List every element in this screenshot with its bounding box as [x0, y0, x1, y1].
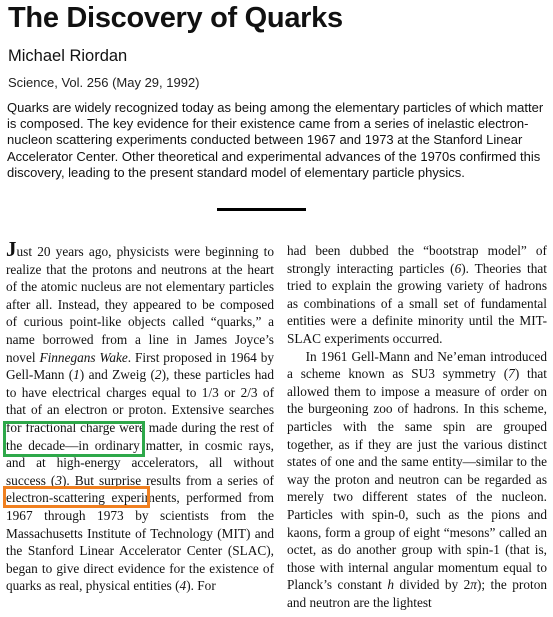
text-run: But surprise results from a series of electron-scattering experiments, performed from 1967 through 1973 by scientists from the Massachusetts Institute of Technology (MIT) and the Stanford Linear Accelerator Center (SLAC), began to give direct evidence for the existence of quarks as real, physical entities (	[6, 472, 274, 594]
text-run: had been dubbed the “bootstrap model” of strongly interacting particles (	[287, 243, 547, 276]
reference-number: 1	[73, 367, 80, 383]
text-run: ), these particles had to have electrical charges equal to 1/3 or 2/3 of that of an electron or proton.	[6, 367, 274, 418]
symbol: h	[387, 577, 394, 593]
paragraph	[287, 242, 547, 348]
text-run: ) that allowed them to impose a measure of order on the burgeoning zoo of hadrons. In this scheme, particles with the same spin are grouped together, as if they are just the various distinct states of one and the same entity—similar to the way the proton and neutron can be regarded as merely two different states of the nucleon. Particles with spin-0, such as the pions and kaons, form a group of eight “mesons” called an octet, as do another group with spin-1 (that is, those with internal angular momentum equal to Planck’s constant	[287, 366, 547, 593]
abstract: Quarks are widely recognized today as being among the elementary particles of which matter is composed. The key evidence for their existence came from a series of inelastic electron-nucleon scattering experiments conducted between 1967 and 1973 at the Stanford Linear Accelerator Center. Other theoretical and experimental advances of the 1970s confirmed this discovery, leading to the present standard model of elementary particle physics.	[7, 100, 544, 180]
text-run: ).	[61, 472, 70, 488]
book-title: Finnegans Wake	[39, 349, 128, 365]
text-run: ). For	[186, 578, 216, 594]
text-run: ). Theories that tried to explain the growing variety of hadrons as combinations of a small set of fundamental entities were a definite minority until the MIT-SLAC experiments occurred.	[287, 260, 547, 346]
reference-number: 2	[154, 367, 162, 383]
paragraph	[6, 237, 275, 595]
text-run: . First proposed in 1964 by Gell-Mann (	[6, 349, 274, 383]
text-run: divided by 2	[394, 577, 471, 593]
paragraph	[287, 348, 547, 612]
highlight-box-orange	[3, 486, 150, 508]
text-run: ) and Zweig (	[79, 367, 155, 383]
reference-number: 6	[454, 260, 462, 276]
text-run: ); the proton and neutron are the lightest	[287, 577, 547, 610]
drop-cap: J	[6, 237, 17, 261]
text-run: all without success (	[6, 455, 275, 488]
text-run: ust 20 years ago, physicists were beginning to realize that the protons and neutrons at the heart of the atomic nucleus are not elementary particles after all. Instead, they appeared to be composed of curious point-like objects called “quarks,” a name borrowed from a line in James Joyce’s novel	[6, 244, 274, 365]
body-column-left	[6, 237, 275, 595]
highlight-box-green	[3, 421, 145, 457]
reference-number: 3	[55, 472, 62, 488]
author-name: Michael Riordan	[8, 47, 128, 65]
text-run: made during the rest of the decade—in ordinary matter, in cosmic rays, and at high-energy accelerators,	[6, 419, 274, 471]
citation: Science, Vol. 256 (May 29, 1992)	[8, 75, 200, 90]
reference-number: 4	[179, 578, 187, 594]
section-divider	[217, 208, 306, 211]
text-run: In 1961 Gell-Mann and Ne’eman introduced a scheme known as SU3 symmetry (	[287, 348, 547, 382]
symbol: π	[470, 577, 477, 593]
body-column-right	[287, 242, 547, 611]
highlighted-text-green: Extensive searches for fractional charge were	[6, 402, 275, 435]
article-title: The Discovery of Quarks	[8, 2, 343, 34]
reference-number: 7	[508, 366, 515, 382]
